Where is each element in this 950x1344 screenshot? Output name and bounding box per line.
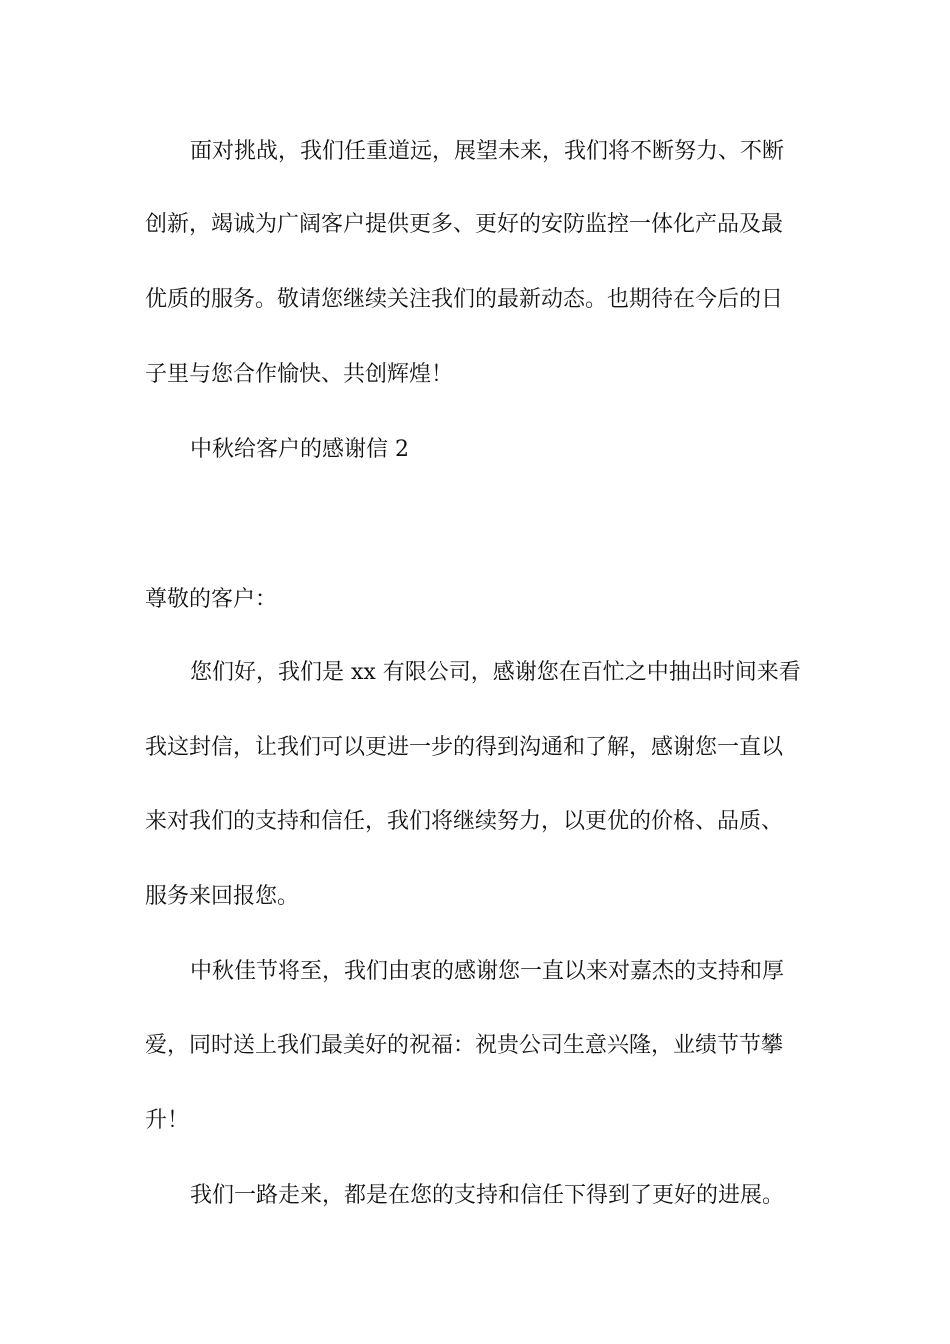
paragraph-3-line-1: 中秋佳节将至，我们由衷的感谢您一直以来对嘉杰的支持和厚 xyxy=(190,959,785,984)
paragraph-1-line-2: 创新，竭诚为广阔客户提供更多、更好的安防监控一体化产品及最 xyxy=(145,212,784,237)
paragraph-2-line-4: 服务来回报您。 xyxy=(145,884,300,909)
paragraph-2-line-1: 您们好，我们是 xx 有限公司，感谢您在百忙之中抽出时间来看 xyxy=(190,660,801,685)
paragraph-2-line-3: 来对我们的支持和信任，我们将继续努力，以更优的价格、品质、 xyxy=(145,809,784,834)
paragraph-3-line-3: 升！ xyxy=(145,1108,190,1133)
letter-heading: 中秋给客户的感谢信 2 xyxy=(190,437,409,462)
paragraph-1-line-1: 面对挑战，我们任重道远，展望未来，我们将不断努力、不断 xyxy=(190,139,785,164)
salutation: 尊敬的客户： xyxy=(145,587,278,612)
paragraph-1-line-4: 子里与您合作愉快、共创辉煌！ xyxy=(145,362,454,387)
paragraph-1-line-3: 优质的服务。敬请您继续关注我们的最新动态。也期待在今后的日 xyxy=(145,287,784,312)
paragraph-2-line-2: 我这封信，让我们可以更进一步的得到沟通和了解，感谢您一直以 xyxy=(145,735,784,760)
paragraph-4-line-1: 我们一路走来，都是在您的支持和信任下得到了更好的进展。 xyxy=(190,1183,785,1208)
paragraph-3-line-2: 爱，同时送上我们最美好的祝福：祝贵公司生意兴隆，业绩节节攀 xyxy=(145,1033,784,1058)
